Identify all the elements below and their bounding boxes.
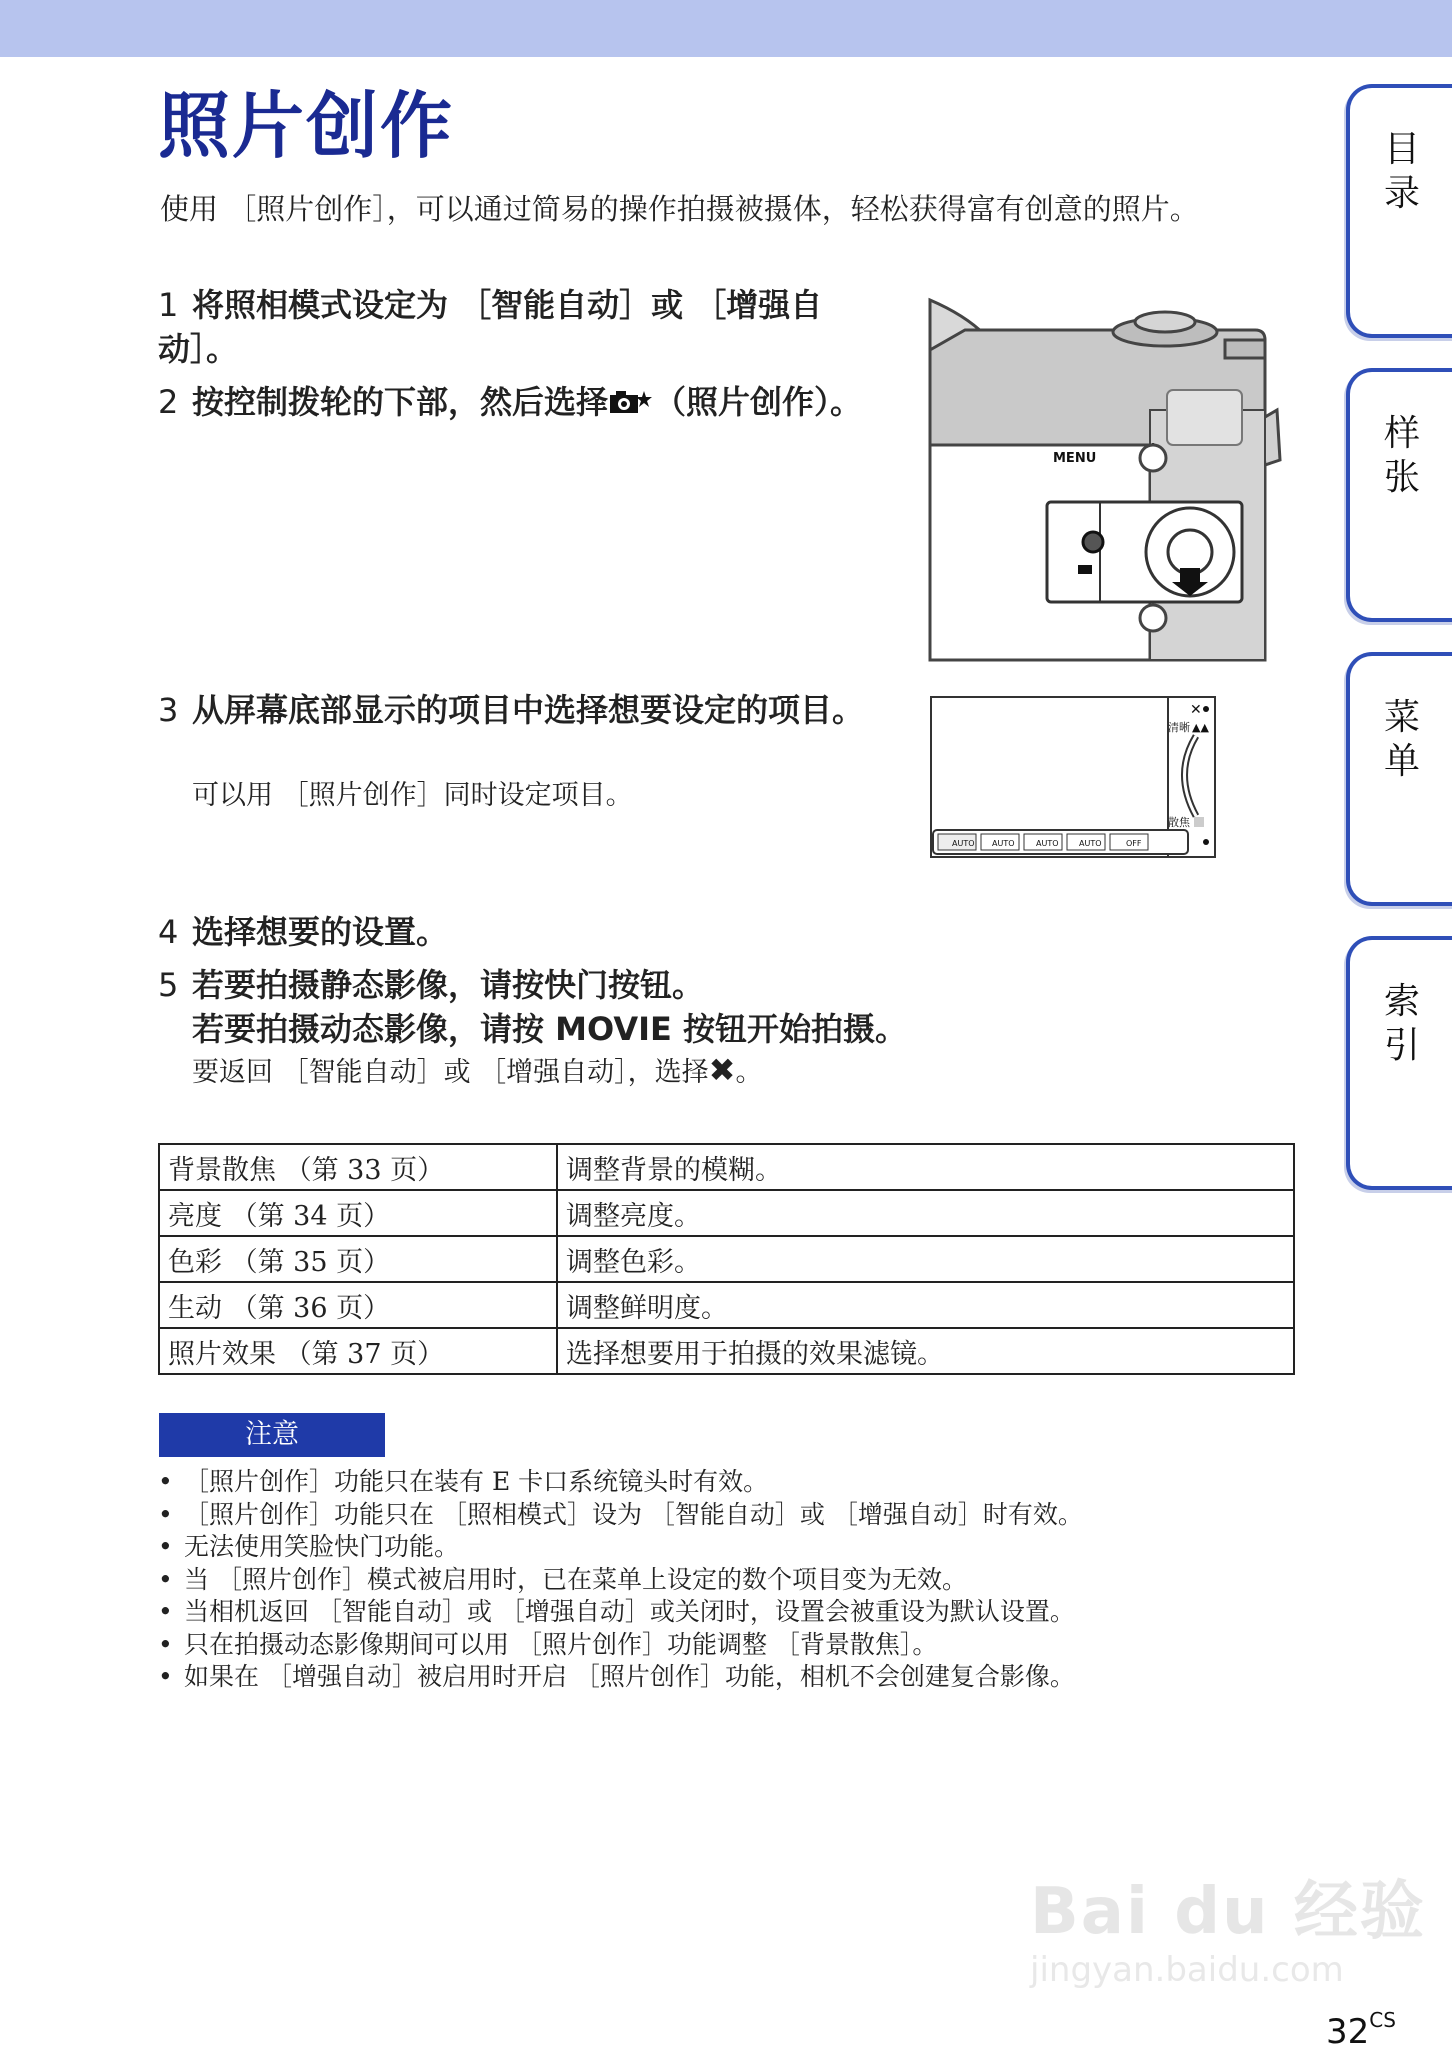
step-text: 选择想要的设置。 <box>192 913 449 951</box>
step-text: （照片创作）。 <box>654 383 863 421</box>
notes-heading: 注意 <box>159 1413 385 1457</box>
tab-label: 菜单 <box>1383 697 1420 782</box>
photo-creativity-icon <box>608 387 654 417</box>
desc-cell: 调整亮度。 <box>557 1190 1294 1236</box>
desc-cell: 调整鲜明度。 <box>557 1282 1294 1328</box>
step-2 <box>158 380 878 424</box>
step-3 <box>158 688 878 732</box>
off-label: OFF <box>1126 839 1142 848</box>
page-suffix: CS <box>1369 2008 1396 2032</box>
item-cell: 色彩 （第 35 页） <box>159 1236 557 1282</box>
close-icon: ✕ <box>1190 702 1202 718</box>
step-text: 若要拍摄静态影像，请按快门按钮。 <box>192 966 705 1004</box>
list-item: • 只在拍摄动态影像期间可以用 ［照片创作］功能调整 ［背景散焦］。 <box>158 1629 1083 1662</box>
button-top <box>1140 445 1166 471</box>
page-number-value: 32 <box>1326 2012 1370 2052</box>
clear-label: 清晰 <box>1168 721 1190 734</box>
blur-label: 散焦 <box>1168 816 1190 829</box>
desc-cell: 选择想要用于拍摄的效果滤镜。 <box>557 1328 1294 1374</box>
page-title: 照片创作 <box>158 84 455 168</box>
tab-index[interactable] <box>1346 936 1452 1190</box>
tab-menu[interactable] <box>1346 652 1452 906</box>
step-text: 将照相模式设定为 ［智能自动］或 ［增强自动］。 <box>158 286 823 368</box>
sub-text: 。 <box>735 1057 763 1088</box>
intro-text: 使用 ［照片创作］，可以通过简易的操作拍摄被摄体，轻松获得富有创意的照片。 <box>160 192 1199 226</box>
item-cell: 背景散焦 （第 33 页） <box>159 1144 557 1190</box>
list-item: • 无法使用笑脸快门功能。 <box>158 1531 1083 1564</box>
tab-samples[interactable] <box>1346 368 1452 622</box>
auto-label: AUTO <box>1036 839 1059 848</box>
settings-table <box>158 1143 1295 1375</box>
menu-label: MENU <box>1053 451 1097 466</box>
close-x-icon: ✖ <box>708 1051 736 1089</box>
step-number: 2 <box>158 383 179 421</box>
camera-back-illustration <box>925 290 1305 670</box>
list-item: • ［照片创作］功能只在 ［照相模式］设为 ［智能自动］或 ［增强自动］时有效。 <box>158 1499 1083 1532</box>
tab-label: 样张 <box>1383 413 1420 498</box>
notes-list <box>158 1466 1083 1694</box>
tab-label: 索引 <box>1383 981 1420 1066</box>
top-banner <box>0 0 1452 57</box>
step-number: 1 <box>158 286 179 324</box>
auto-label: AUTO <box>1079 839 1102 848</box>
table-row <box>159 1236 1294 1282</box>
step-4 <box>158 910 448 954</box>
table-row <box>159 1144 1294 1190</box>
mountain-icon: ▲▲ <box>1192 721 1209 734</box>
table-row <box>159 1190 1294 1236</box>
table-row <box>159 1282 1294 1328</box>
step-5 <box>158 963 1158 1051</box>
desc-cell: 调整色彩。 <box>557 1236 1294 1282</box>
screen-illustration <box>928 694 1218 864</box>
item-cell: 亮度 （第 34 页） <box>159 1190 557 1236</box>
auto-label: AUTO <box>952 839 975 848</box>
list-item: • 如果在 ［增强自动］被启用时开启 ［照片创作］功能，相机不会创建复合影像。 <box>158 1661 1083 1694</box>
tab-label: 目录 <box>1383 129 1420 214</box>
table-row <box>159 1328 1294 1374</box>
step-number: 5 <box>158 966 179 1004</box>
button-bottom <box>1140 605 1166 631</box>
list-item: • 当 ［照片创作］模式被启用时，已在菜单上设定的数个项目变为无效。 <box>158 1564 1083 1597</box>
step-number: 3 <box>158 691 179 729</box>
step-text: 从屏幕底部显示的项目中选择想要设定的项目。 <box>192 691 865 729</box>
step-5-sub <box>192 1052 762 1091</box>
item-cell: 照片效果 （第 37 页） <box>159 1328 557 1374</box>
auto-label: AUTO <box>992 839 1015 848</box>
step-text: 按控制拨轮的下部，然后选择 <box>192 383 609 421</box>
item-cell: 生动 （第 36 页） <box>159 1282 557 1328</box>
step-1 <box>158 283 878 371</box>
sub-text: 要返回 ［智能自动］或 ［增强自动］，选择 <box>192 1057 709 1088</box>
watermark: Bai du 经验 <box>1030 1875 1426 1949</box>
list-item: • 当相机返回 ［智能自动］或 ［增强自动］或关闭时，设置会被重设为默认设置。 <box>158 1596 1083 1629</box>
page-number <box>1326 2008 1396 2052</box>
desc-cell: 调整背景的模糊。 <box>557 1144 1294 1190</box>
watermark-url: jingyan.baidu.com <box>1030 1950 1344 1990</box>
list-item: • ［照片创作］功能只在装有 E 卡口系统镜头时有效。 <box>158 1466 1083 1499</box>
tab-contents[interactable] <box>1346 84 1452 338</box>
step-number: 4 <box>158 913 179 951</box>
step-text-2: 若要拍摄动态影像，请按 MOVIE 按钮开始拍摄。 <box>192 1010 908 1048</box>
step-3-sub: 可以用 ［照片创作］同时设定项目。 <box>192 780 633 811</box>
